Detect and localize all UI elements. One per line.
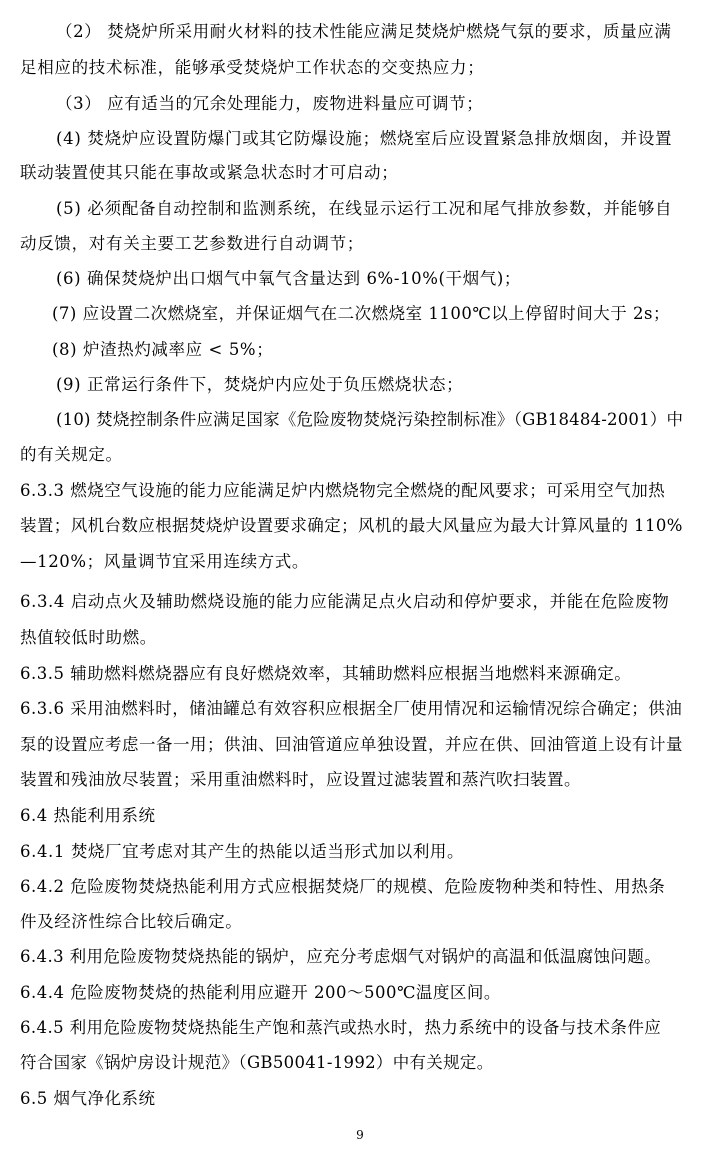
text-line: 热值较低时助燃。 [20,628,157,647]
text-line: 动反馈，对有关主要工艺参数进行自动调节； [20,234,364,253]
text-line: (6) 确保焚烧炉出口烟气中氧气含量达到 6%-10%(干烟气)； [56,269,521,288]
text-line: (10) 焚烧控制条件应满足国家《危险废物焚烧污染控制标准》（GB18484-2001）中 [56,410,684,429]
section-heading: 6.4.4 危险废物焚烧的热能利用应避开 200～500℃温度区间。 [20,983,501,1002]
text-line: （2） 焚烧炉所采用耐火材料的技术性能应满足焚烧炉燃烧气氛的要求，质量应满 [56,22,672,41]
text-line: (9) 正常运行条件下，焚烧炉内应处于负压燃烧状态； [56,375,464,394]
section-heading: 6.5 烟气净化系统 [20,1089,156,1108]
text-line: (5) 必须配备自动控制和监测系统，在线显示运行工况和尾气排放参数，并能够自 [56,199,673,218]
page-number: 9 [356,1128,364,1142]
text-line: (4) 焚烧炉应设置防爆门或其它防爆设施；燃烧室后应设置紧急排放烟囱，并设置 [56,129,673,148]
section-heading: 6.4.5 利用危险废物焚烧热能生产饱和蒸汽或热水时，热力系统中的设备与技术条件应 [20,1018,662,1037]
text-line: 符合国家《锅炉房设计规范》（GB50041-1992）中有关规定。 [20,1053,494,1072]
section-heading: 6.3.3 燃烧空气设施的能力应能满足炉内燃烧物完全燃烧的配风要求；可采用空气加热 [20,481,666,500]
text-line: (8) 炉渣热灼减率应 < 5%； [52,340,274,359]
text-line: 装置和残油放尽装置；采用重油燃料时，应设置过滤装置和蒸汽吹扫装置。 [20,770,581,789]
text-line: (7) 应设置二次燃烧室，并保证烟气在二次燃烧室 1100℃以上停留时间大于 2s； [52,304,671,323]
text-line: 件及经济性综合比较后确定。 [20,912,243,931]
section-heading: 6.3.6 采用油燃料时，储油罐总有效容积应根据全厂使用情况和运输情况综合确定；供油 [20,699,683,718]
text-line: 装置；风机台数应根据焚烧炉设置要求确定；风机的最大风量应为最大计算风量的 110% [20,516,683,535]
section-heading: 6.4.2 危险废物焚烧热能利用方式应根据焚烧厂的规模、危险废物种类和特性、用热条 [20,877,666,896]
section-heading: 6.3.5 辅助燃料燃烧器应有良好燃烧效率，其辅助燃料应根据当地燃料来源确定。 [20,664,632,683]
text-line: 泵的设置应考虑一备一用；供油、回油管道应单独设置，并应在供、回油管道上设有计量 [20,735,683,754]
text-line: —120%；风量调节宜采用连续方式。 [20,552,309,571]
text-line: 联动装置使其只能在事故或紧急状态时才可启动； [20,163,399,182]
text-line: 足相应的技术标准，能够承受焚烧炉工作状态的交变热应力； [20,58,485,77]
section-heading: 6.4.1 焚烧厂宜考虑对其产生的热能以适当形式加以利用。 [20,842,465,861]
section-heading: 6.4.3 利用危险废物焚烧热能的锅炉，应充分考虑烟气对锅炉的高温和低温腐蚀问题。 [20,947,662,966]
text-line: （3） 应有适当的冗余处理能力，废物进料量应可调节； [56,94,484,113]
section-heading: 6.4 热能利用系统 [20,806,156,825]
text-line: 的有关规定。 [20,445,123,464]
section-heading: 6.3.4 启动点火及辅助燃烧设施的能力应能满足点火启动和停炉要求，并能在危险废物 [20,592,670,611]
